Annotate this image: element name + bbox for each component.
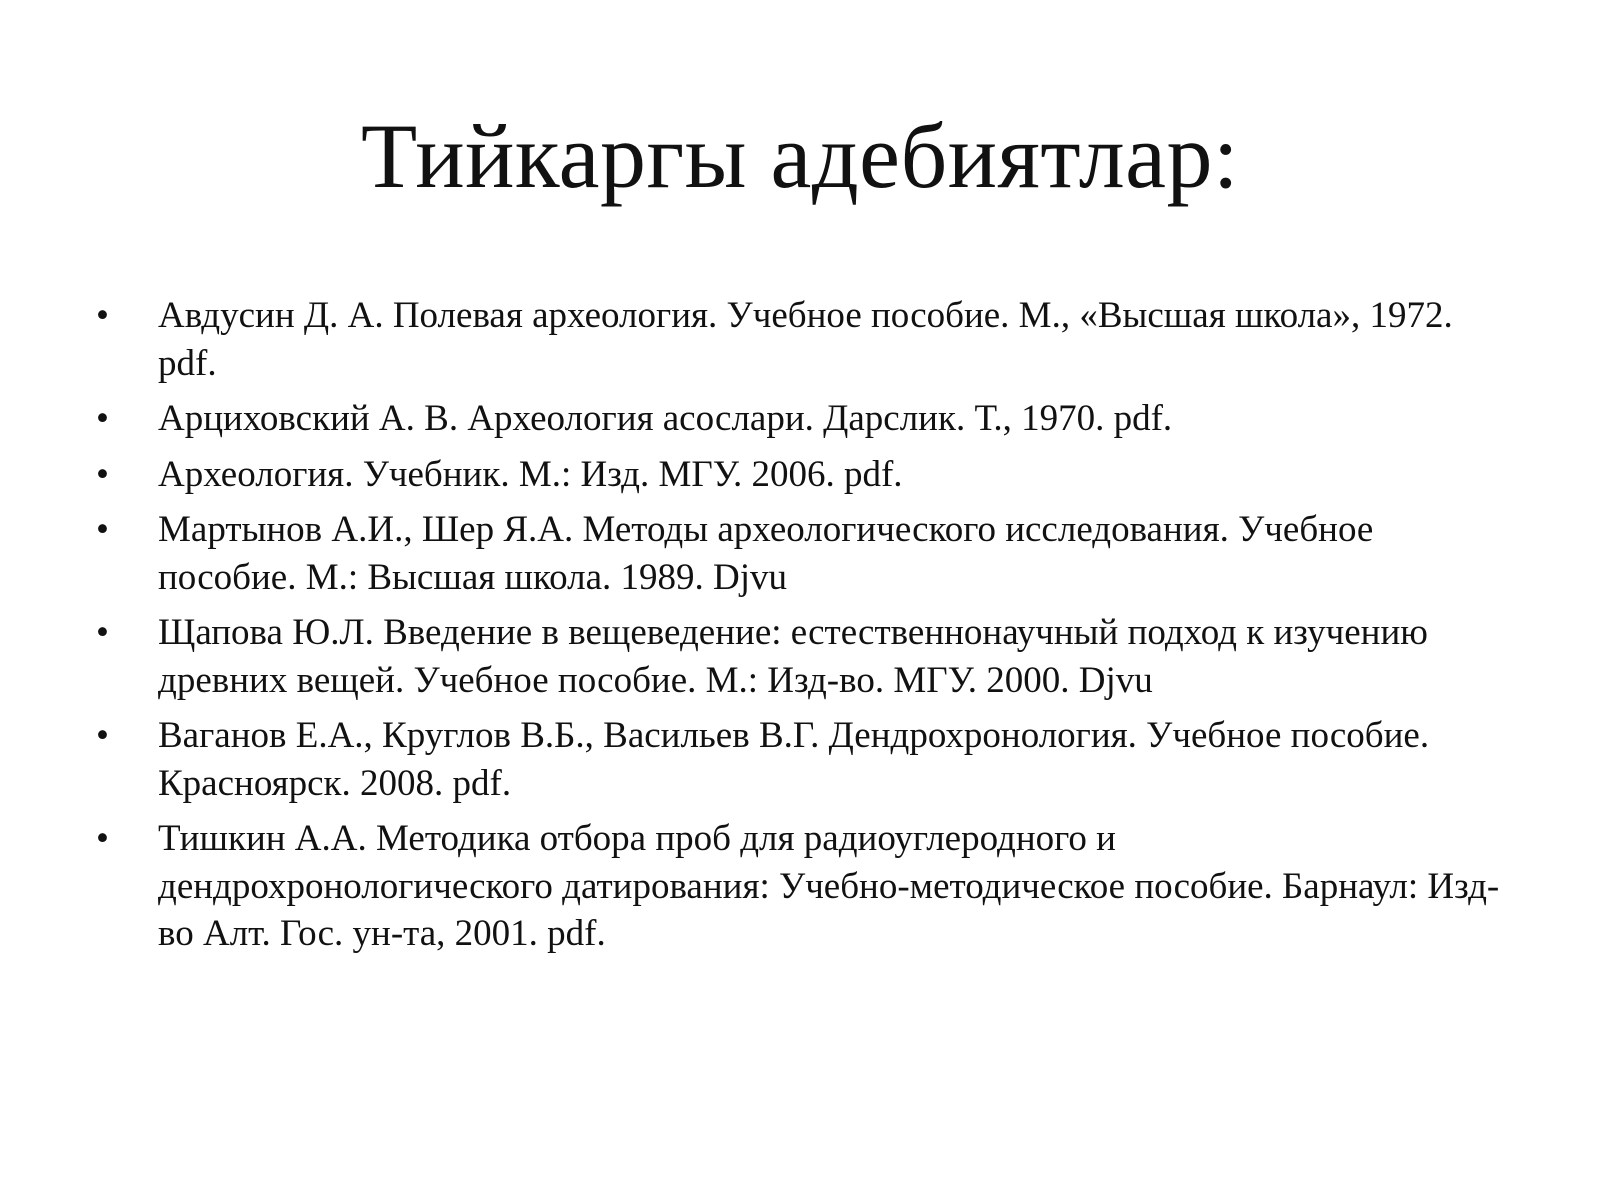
reference-text: Арциховский А. В. Археология асослари. Дарслик. Т., 1970. pdf. — [158, 398, 1173, 439]
bullet-icon: • — [96, 398, 109, 439]
slide-title: Тийкаргы адебиятлар: — [360, 105, 1240, 207]
bullet-icon: • — [96, 715, 109, 756]
reference-text: Щапова Ю.Л. Введение в вещеведение: естественнонаучный подход к изучению древних вещей. Учебное пособие. М.: Изд-во. МГУ. 2000. Djvu — [158, 612, 1428, 701]
reference-item — [96, 506, 1516, 601]
bullet-icon: • — [96, 612, 109, 653]
reference-item — [96, 609, 1516, 704]
reference-text: Ваганов Е.А., Круглов В.Б., Васильев В.Г. Дендрохронология. Учебное пособие. Красноярск. 2008. pdf. — [158, 715, 1430, 804]
bullet-icon: • — [96, 453, 109, 495]
reference-item — [96, 292, 1516, 387]
reference-text: Археология. Учебник. М.: Изд. МГУ. 2006. pdf. — [158, 453, 903, 495]
reference-item — [96, 712, 1516, 807]
bullet-icon: • — [96, 295, 109, 336]
reference-item — [96, 451, 1516, 499]
reference-text: Авдусин Д. А. Полевая археология. Учебное пособие. М., «Высшая школа», 1972. pdf. — [158, 295, 1453, 384]
bullet-icon: • — [96, 818, 109, 859]
reference-item — [96, 815, 1516, 958]
reference-item — [96, 395, 1516, 443]
reference-list — [96, 292, 1516, 966]
bullet-icon: • — [96, 509, 109, 550]
reference-text: Тишкин А.А. Методика отбора проб для радиоуглеродного и дендрохронологического датирования: Учебно-методическое пособие. Барнаул: Изд-во Алт. Гос. ун-та, 2001. pdf. — [158, 818, 1500, 954]
reference-text: Мартынов А.И., Шер Я.А. Методы археологического исследования. Учебное пособие. М.: Высшая школа. 1989. Djvu — [158, 509, 1374, 598]
